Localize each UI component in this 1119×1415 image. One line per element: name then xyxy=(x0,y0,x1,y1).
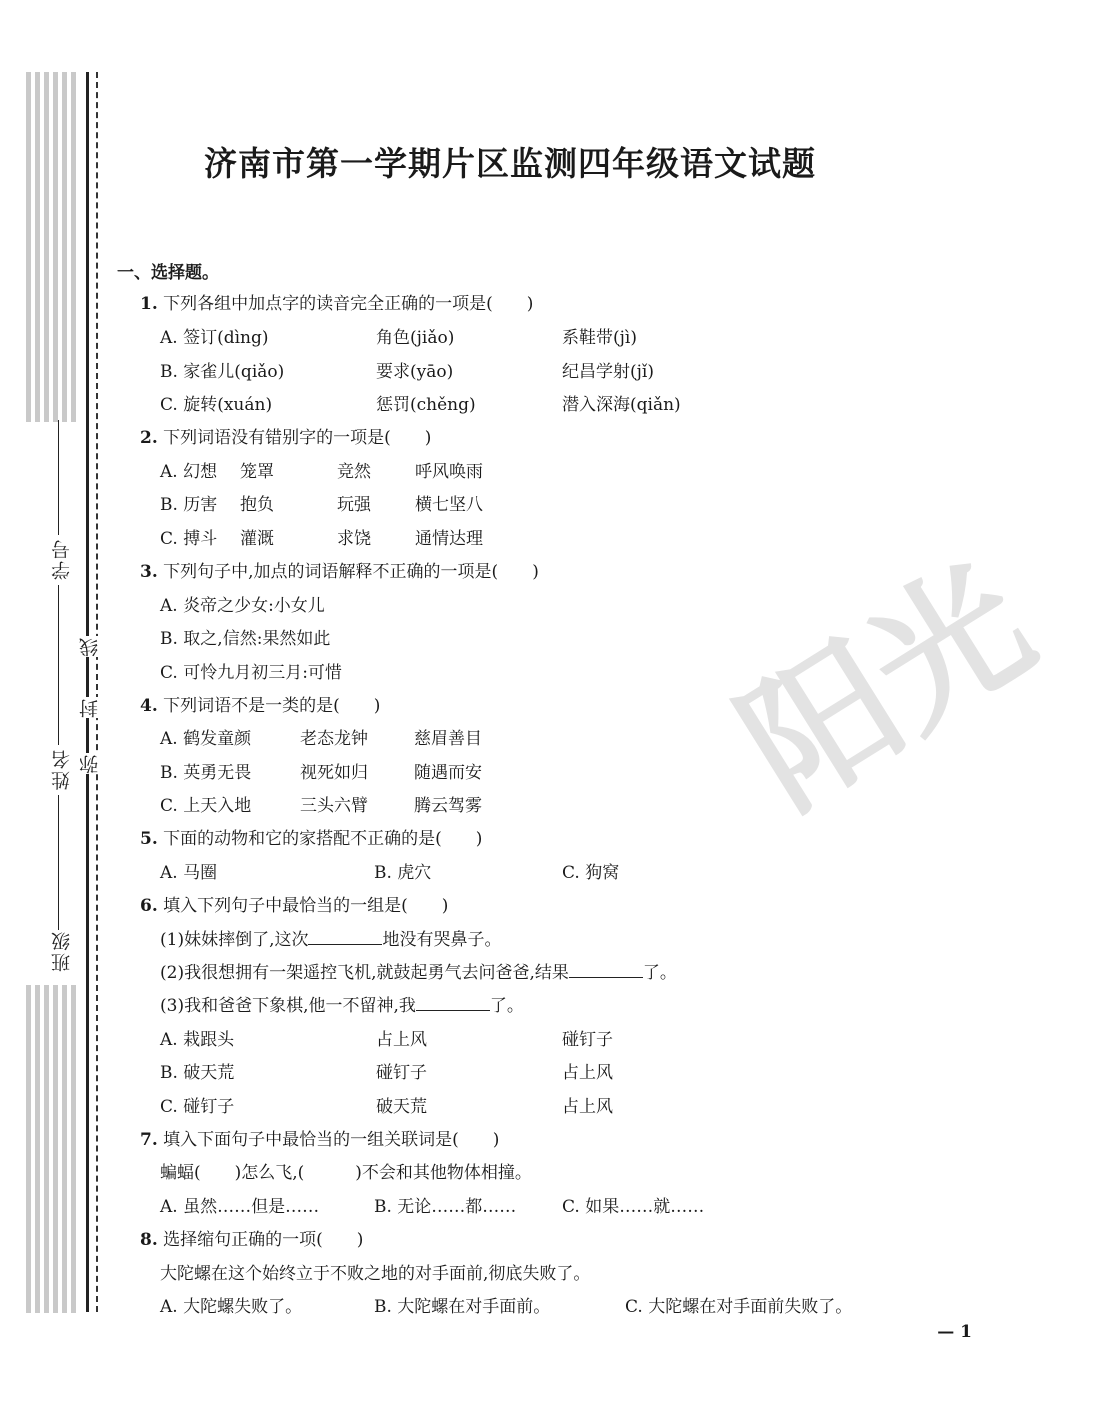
answer-blank[interactable] xyxy=(569,963,643,978)
option-cell: 随遇而安 xyxy=(414,763,482,783)
question-4 xyxy=(140,691,380,716)
question-sentence: 蝙蝠( )怎么飞,( )不会和其他物体相撞。 xyxy=(160,1163,532,1183)
sentence-part: (3)我和爸爸下象棋,他一不留神,我 xyxy=(160,996,416,1016)
question-stem: 填入下列句子中最恰当的一组是( ) xyxy=(163,896,449,916)
option-cell: C. 上天入地 xyxy=(160,796,252,816)
page-number: — 1 xyxy=(937,1322,972,1342)
option-cell: 求饶 xyxy=(337,529,371,549)
option-row xyxy=(160,1092,860,1117)
option-cell: C. 碰钉子 xyxy=(160,1097,235,1117)
option-row xyxy=(160,1058,860,1083)
option-row xyxy=(160,1192,860,1217)
question-number: 6. xyxy=(140,896,158,916)
option-cell: 占上风 xyxy=(376,1030,427,1050)
class-blank-line xyxy=(58,795,59,930)
option-cell: A. 栽跟头 xyxy=(160,1030,235,1050)
option-cell: C. 搏斗 xyxy=(160,529,218,549)
option-row xyxy=(160,524,660,549)
option-cell: B. 英勇无畏 xyxy=(160,763,252,783)
option-row xyxy=(160,724,660,749)
sentence-part: (1)妹妹摔倒了,这次 xyxy=(160,930,309,950)
option-row xyxy=(160,357,860,382)
student-id-blank-line xyxy=(58,420,59,535)
section-heading: 一、选择题。 xyxy=(117,263,219,283)
option-cell: 角色(jiǎo) xyxy=(376,328,455,348)
option-cell: B. 家雀儿(qiǎo) xyxy=(160,362,285,382)
sentence-part: 了。 xyxy=(489,996,524,1016)
option-cell: B. 虎穴 xyxy=(374,863,432,883)
seal-char-mi: 弥 xyxy=(76,753,103,774)
binding-dashed-line xyxy=(96,72,98,1312)
option-cell: 惩罚(chěng) xyxy=(376,395,476,415)
question-8 xyxy=(140,1225,363,1250)
option-cell: C. 旋转(xuán) xyxy=(160,395,273,415)
option-cell: A. 马圈 xyxy=(160,863,218,883)
option-row xyxy=(160,490,660,515)
option-cell: 腾云驾雾 xyxy=(414,796,482,816)
option-row xyxy=(160,323,860,348)
option-cell: 占上风 xyxy=(562,1063,613,1083)
seal-char-feng: 封 xyxy=(76,697,103,718)
option-cell: 慈眉善目 xyxy=(414,729,482,749)
option-cell: 通情达理 xyxy=(415,529,483,549)
question-3 xyxy=(140,557,539,582)
option-cell: 灌溉 xyxy=(240,529,274,549)
sentence-part: (2)我很想拥有一架遥控飞机,就鼓起勇气去问爸爸,结果 xyxy=(160,963,569,983)
question-number: 1. xyxy=(140,294,158,314)
option-cell: B. 历害 xyxy=(160,495,218,515)
option-cell: 竞然 xyxy=(337,462,371,482)
option-cell: 碰钉子 xyxy=(376,1063,427,1083)
question-1 xyxy=(140,289,533,314)
option-cell: 横七坚八 xyxy=(415,495,483,515)
option-cell: 占上风 xyxy=(562,1097,613,1117)
option-cell: A. 鹤发童颜 xyxy=(160,729,252,749)
sentence-part: 了。 xyxy=(642,963,677,983)
option-line: B. 取之,信然:果然如此 xyxy=(160,629,331,649)
question-2 xyxy=(140,423,431,448)
option-row xyxy=(160,390,860,415)
option-row xyxy=(160,1292,920,1317)
option-row xyxy=(160,457,660,482)
seal-char-xian: 线 xyxy=(76,636,103,657)
option-cell: 笼罩 xyxy=(240,462,274,482)
question-number: 7. xyxy=(140,1130,158,1150)
option-cell: 老态龙钟 xyxy=(300,729,368,749)
question-number: 2. xyxy=(140,428,158,448)
option-cell: A. 幻想 xyxy=(160,462,218,482)
option-line: A. 炎帝之少女:小女儿 xyxy=(160,596,325,616)
sentence-part: 地没有哭鼻子。 xyxy=(382,930,502,950)
option-cell: A. 大陀螺失败了。 xyxy=(160,1297,303,1317)
binding-stripes-top xyxy=(26,72,76,422)
option-cell: 纪昌学射(jǐ) xyxy=(562,362,654,382)
option-row xyxy=(160,758,660,783)
question-stem: 下面的动物和它的家搭配不正确的是( ) xyxy=(163,829,483,849)
binding-stripes-bottom xyxy=(26,985,76,1313)
answer-blank[interactable] xyxy=(308,930,382,945)
option-cell: 呼风唤雨 xyxy=(415,462,483,482)
question-number: 8. xyxy=(140,1230,158,1250)
option-cell: 要求(yāo) xyxy=(376,362,454,382)
option-cell: 碰钉子 xyxy=(562,1030,613,1050)
option-cell: B. 破天荒 xyxy=(160,1063,235,1083)
option-cell: 抱负 xyxy=(240,495,274,515)
option-row xyxy=(160,1025,860,1050)
option-cell: 潜入深海(qiǎn) xyxy=(562,395,681,415)
option-cell: 破天荒 xyxy=(376,1097,427,1117)
option-cell: C. 如果……就…… xyxy=(562,1197,705,1217)
fill-sentence-2 xyxy=(160,958,677,983)
page-title: 济南市第一学期片区监测四年级语文试题 xyxy=(204,144,816,183)
option-cell: 系鞋带(jì) xyxy=(562,328,637,348)
student-id-label: 学号 xyxy=(51,538,73,580)
option-cell: A. 虽然……但是…… xyxy=(160,1197,320,1217)
answer-blank[interactable] xyxy=(416,996,490,1011)
option-cell: C. 狗窝 xyxy=(562,863,620,883)
question-number: 5. xyxy=(140,829,158,849)
option-cell: B. 无论……都…… xyxy=(374,1197,517,1217)
name-label: 姓名 xyxy=(51,748,73,790)
question-6 xyxy=(140,891,448,916)
question-stem: 填入下面句子中最恰当的一组关联词是( ) xyxy=(163,1130,500,1150)
question-stem: 下列句子中,加点的词语解释不正确的一项是( ) xyxy=(163,562,539,582)
binding-solid-line xyxy=(86,72,89,1312)
question-7 xyxy=(140,1125,499,1150)
question-stem: 下列各组中加点字的读音完全正确的一项是( ) xyxy=(163,294,534,314)
option-cell: C. 大陀螺在对手面前失败了。 xyxy=(625,1297,853,1317)
option-row xyxy=(160,858,860,883)
option-cell: 三头六臂 xyxy=(300,796,368,816)
name-blank-line xyxy=(58,585,59,745)
fill-sentence-1 xyxy=(160,925,501,950)
option-cell: 玩强 xyxy=(337,495,371,515)
fill-sentence-3 xyxy=(160,991,524,1016)
question-number: 4. xyxy=(140,696,158,716)
question-stem: 选择缩句正确的一项( ) xyxy=(163,1230,364,1250)
question-number: 3. xyxy=(140,562,158,582)
question-sentence: 大陀螺在这个始终立于不败之地的对手面前,彻底失败了。 xyxy=(160,1264,591,1284)
watermark: 阳光 xyxy=(713,533,1061,841)
option-row xyxy=(160,791,660,816)
question-stem: 下列词语不是一类的是( ) xyxy=(163,696,381,716)
option-cell: 视死如归 xyxy=(300,763,368,783)
class-label: 班级 xyxy=(51,930,73,972)
option-line: C. 可怜九月初三月:可惜 xyxy=(160,663,342,683)
option-cell: B. 大陀螺在对手面前。 xyxy=(374,1297,551,1317)
question-5 xyxy=(140,824,482,849)
question-stem: 下列词语没有错别字的一项是( ) xyxy=(163,428,432,448)
option-cell: A. 签订(dìng) xyxy=(160,328,269,348)
